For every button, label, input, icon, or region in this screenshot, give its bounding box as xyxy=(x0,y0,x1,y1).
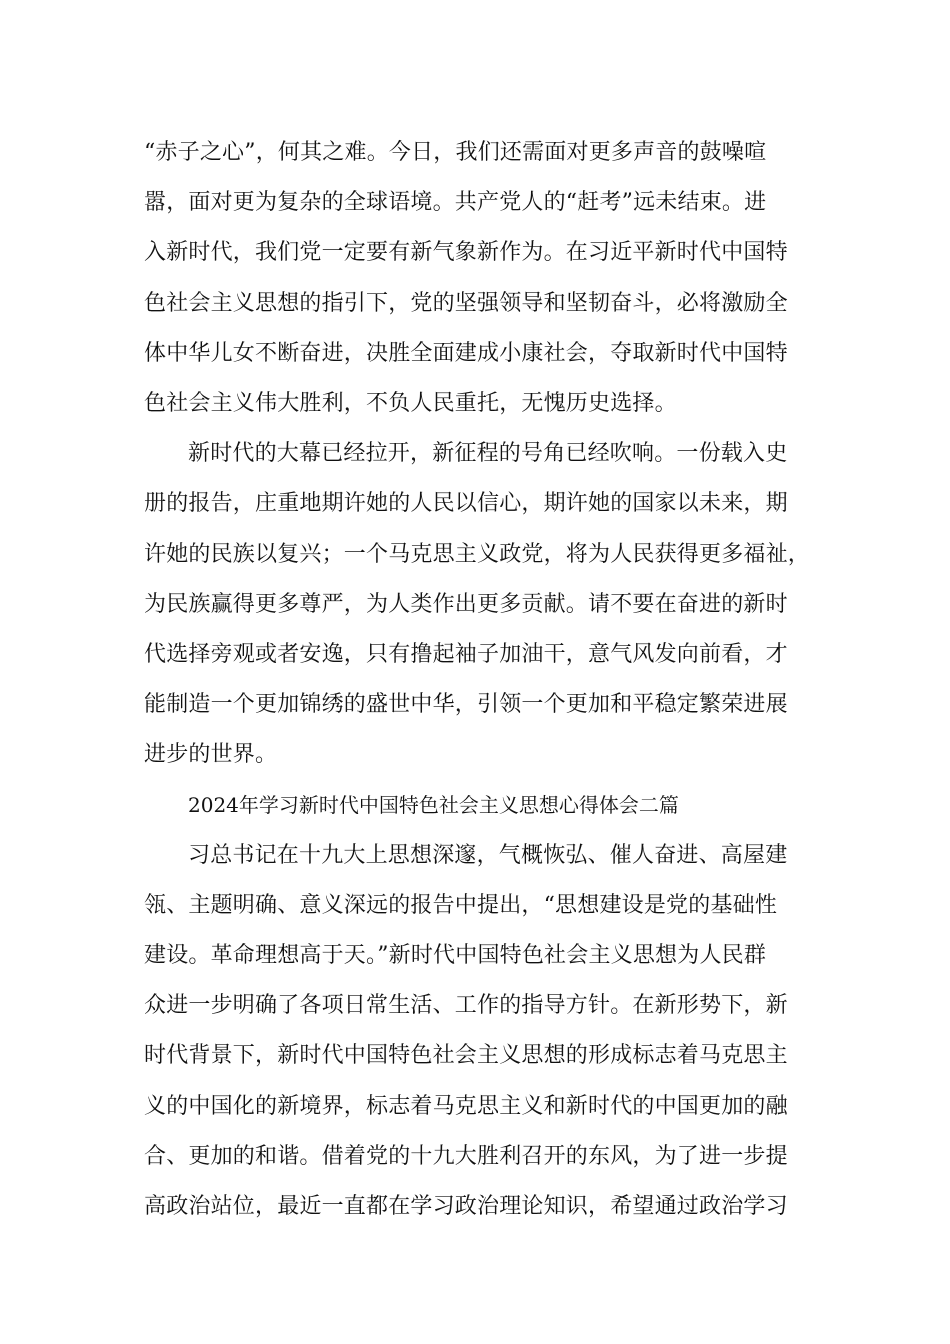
text-line: 合、更加的和谐。借着党的十九大胜利召开的东风，为了进一步提 xyxy=(144,1143,788,1169)
text-line: “赤子之心”，何其之难。今日，我们还需面对更多声音的鼓噪喧 xyxy=(144,140,767,165)
text-line: 义的中国化的新境界，标志着马克思主义和新时代的中国更加的融 xyxy=(144,1093,788,1119)
text-line: 体中华儿女不断奋进，决胜全面建成小康社会，夺取新时代中国特 xyxy=(144,340,788,366)
text-line: 嚣，面对更为复杂的全球语境。共产党人的“赶考”远未结束。进 xyxy=(144,190,767,216)
text-line: 色社会主义伟大胜利，不负人民重托，无愧历史选择。 xyxy=(144,390,677,416)
text-line: 代选择旁观或者安逸，只有撸起袖子加油干，意气风发向前看，才 xyxy=(144,641,788,667)
text-line: 众进一步明确了各项日常生活、工作的指导方针。在新形势下，新 xyxy=(144,993,788,1019)
body-text xyxy=(144,128,814,1232)
text-line: 许她的民族以复兴；一个马克思主义政党，将为人民获得更多福祉， xyxy=(144,541,811,567)
text-line: 册的报告，庄重地期许她的人民以信心，期许她的国家以未来，期 xyxy=(144,491,788,517)
section-heading: 2024年学习新时代中国特色社会主义思想心得体会二篇 xyxy=(188,793,679,818)
text-line: 建设。革命理想高于天。”新时代中国特色社会主义思想为人民群 xyxy=(144,943,767,968)
text-line: 瓴、主题明确、意义深远的报告中提出，“思想建设是党的基础性 xyxy=(144,892,778,918)
text-line: 色社会主义思想的指引下，党的坚强领导和坚韧奋斗，必将激励全 xyxy=(144,290,788,316)
paragraph-start-line: 新时代的大幕已经拉开，新征程的号角已经吹响。一份载入史 xyxy=(188,441,788,467)
text-line: 能制造一个更加锦绣的盛世中华，引领一个更加和平稳定繁荣进展 xyxy=(144,692,788,718)
text-line: 高政治站位，最近一直都在学习政治理论知识，希望通过政治学习 xyxy=(144,1193,788,1219)
text-line: 为民族赢得更多尊严，为人类作出更多贡献。请不要在奋进的新时 xyxy=(144,591,788,617)
text-line: 入新时代，我们党一定要有新气象新作为。在习近平新时代中国特 xyxy=(144,240,788,266)
text-line: 进步的世界。 xyxy=(144,742,278,768)
text-line: 时代背景下，新时代中国特色社会主义思想的形成标志着马克思主 xyxy=(144,1043,788,1069)
paragraph-start-line: 习总书记在十九大上思想深邃，气概恢弘、催人奋进、高屋建 xyxy=(188,842,788,868)
